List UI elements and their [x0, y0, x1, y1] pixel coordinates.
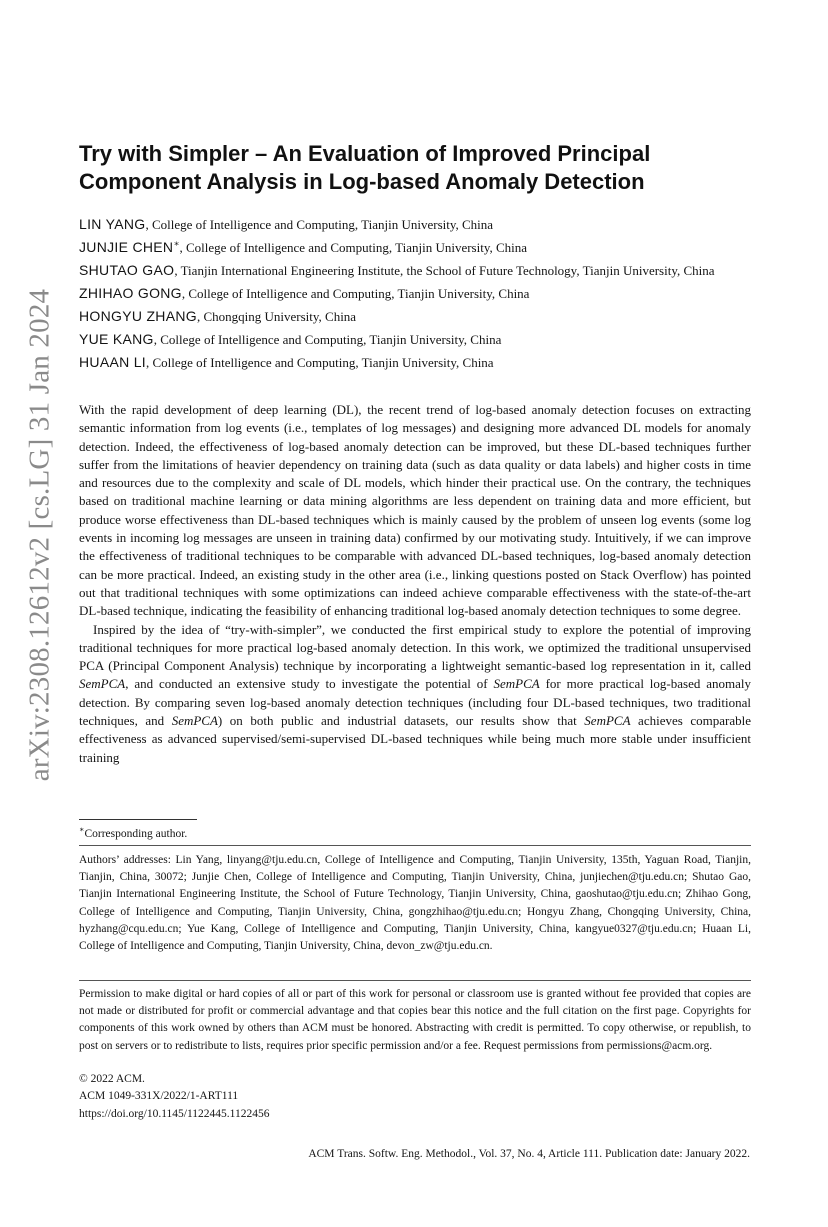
method-name: SemPCA: [171, 713, 218, 729]
author-affiliation: , College of Intelligence and Computing, Tianjin University, China: [145, 355, 494, 370]
abstract-text: achieves comparable effectiveness as advanced supervised/semi-supervised DL-based techniques while being much more stable under insufficient training: [79, 713, 751, 765]
permission-notice: Permission to make digital or hard copies of all or part of this work for personal or classroom use is granted without fee provided that copies are not made or distributed for profit or commercial advantage and that copies bear this notice and the full citation on the first page. Copyrights for components of this work owned by others than ACM must be honored. Abstracting with credit is permitted. To copy otherwise, or republish, to post on servers or to redistribute to lists, requires prior specific permission and/or a fee. Request permissions from permissions@acm.org.: [79, 988, 751, 1052]
footnote-text: Corresponding author.: [84, 827, 188, 840]
author-affiliation: , College of Intelligence and Computing, Tianjin University, China: [153, 332, 502, 347]
author-list: [79, 213, 754, 374]
issn-line: ACM 1049-331X/2022/1-ART111: [79, 1090, 239, 1103]
abstract-text: ) on both public and industrial datasets, our results show that: [217, 713, 585, 729]
author-entry: [79, 305, 754, 328]
abstract-text: Inspired by the idea of “try-with-simpler”, we conducted the first empirical study to explore the potential of improving traditional techniques for more practical log-based anomaly detection. In this work, we optimized the traditional unsupervised PCA (Principal Component Analysis) technique by incorporating a lightweight semantic-based log representation in it, called: [79, 621, 751, 674]
author-affiliation: , College of Intelligence and Computing, Tianjin University, China: [145, 217, 494, 232]
footnote: [79, 823, 187, 841]
author-name: SHUTAO GAO: [79, 262, 175, 278]
author-entry: [79, 351, 754, 374]
paper-title: Try with Simpler – An Evaluation of Improved Principal Component Analysis in Log-based Anomaly Detection: [79, 141, 651, 194]
method-name: SemPCA: [584, 713, 631, 729]
abstract-text: for more practical log-based anomaly detection. By comparing seven log-based anomaly detection techniques (including four DL-based techniques, two traditional techniques, and: [79, 676, 751, 729]
abstract-text: , and conducted an extensive study to investigate the potential of: [125, 676, 494, 692]
copyright-line: © 2022 ACM.: [79, 1073, 145, 1085]
abstract-paragraph: With the rapid development of deep learning (DL), the recent trend of log-based anomaly detection focuses on extracting semantic information from log events (i.e., templates of log messages) and designing more advanced DL models for anomaly detection. Indeed, the effectiveness of log-based anomaly detection can be improved, but these DL-based techniques further suffer from the limitations of heavier dependency on training data (such as data quality or data labels) and higher costs in time and resources due to the complexity and scale of DL models, which hinder their practical use. On the contrary, the techniques based on traditional machine learning or data mining algorithms are less dependent on training data and more efficient, but produce worse effectiveness than DL-based techniques which is mainly caused by the problem of unseen log events (some log events in incoming log messages are unseen in training data) confirmed by our motivating study. Intuitively, if we can improve the effectiveness of traditional techniques to be comparable with advanced DL-based techniques, log-based anomaly detection can be more practical. Indeed, an existing study in the other area (i.e., linking questions posted on Stack Overflow) has pointed out that traditional techniques with some optimizations can indeed achieve comparable effectiveness with the state-of-the-art DL-based technique, indicating the feasibility of enhancing traditional log-based anomaly detection techniques to some degree.: [79, 402, 751, 619]
author-affiliation: , College of Intelligence and Computing, Tianjin University, China: [181, 286, 530, 301]
author-addresses: Authors’ addresses: Lin Yang, linyang@tju.edu.cn, College of Intelligence and Computing, Tianjin University, 135th, Yaguan Road, Tianjin, Tianjin, China, 30072; Junjie Chen, College of Intelligence and Computing, Tianjin University, China, junjiechen@tju.edu.cn; Shutao Gao, Tianjin International Engineering Institute, the School of Future Technology, Tianjin University, China, gaoshutao@tju.edu.cn; Zhihao Gong, College of Intelligence and Computing, Tianjin University, China, gongzhihao@tju.edu.cn; Hongyu Zhang, Chongqing University, China, hyzhang@cqu.edu.cn; Yue Kang, College of Intelligence and Computing, Tianjin University, China, kangyue0327@tju.edu.cn; Huaan Li, College of Intelligence and Computing, Tianjin University, China, devon_zw@tju.edu.cn.: [79, 854, 751, 953]
footnote-divider: [79, 819, 197, 820]
arxiv-sidebar: [0, 0, 72, 1227]
arxiv-identifier: arXiv:2308.12612v2 [cs.LG] 31 Jan 2024: [23, 288, 56, 782]
author-entry: [79, 236, 754, 259]
author-name: LIN YANG: [79, 216, 146, 232]
footnote-mark: ∗: [79, 825, 85, 834]
method-name: SemPCA: [79, 676, 126, 692]
author-affiliation: , College of Intelligence and Computing, Tianjin University, China: [179, 240, 528, 255]
author-name: YUE KANG: [79, 331, 154, 347]
method-name: SemPCA: [493, 676, 540, 692]
author-affiliation: , Tianjin International Engineering Institute, the School of Future Technology, Tianjin University, China: [174, 263, 715, 278]
author-name: HUAAN LI: [79, 354, 146, 370]
author-name: ZHIHAO GONG: [79, 285, 182, 301]
author-entry: [79, 328, 754, 351]
doi-link[interactable]: https://doi.org/10.1145/1122445.1122456: [79, 1107, 270, 1120]
corresponding-author-mark: ∗: [173, 238, 180, 249]
author-name: JUNJIE CHEN: [79, 239, 174, 255]
running-footer: ACM Trans. Softw. Eng. Methodol., Vol. 37, No. 4, Article 111. Publication date: January 2022.: [308, 1148, 750, 1160]
section-divider: [79, 980, 751, 981]
author-entry: [79, 259, 754, 282]
abstract: [79, 401, 751, 767]
abstract-paragraph: [79, 621, 751, 767]
publication-meta: [79, 1071, 751, 1123]
author-entry: [79, 282, 754, 305]
author-entry: [79, 213, 754, 236]
author-affiliation: , Chongqing University, China: [196, 309, 357, 324]
section-divider: [79, 845, 751, 846]
author-name: HONGYU ZHANG: [79, 308, 197, 324]
